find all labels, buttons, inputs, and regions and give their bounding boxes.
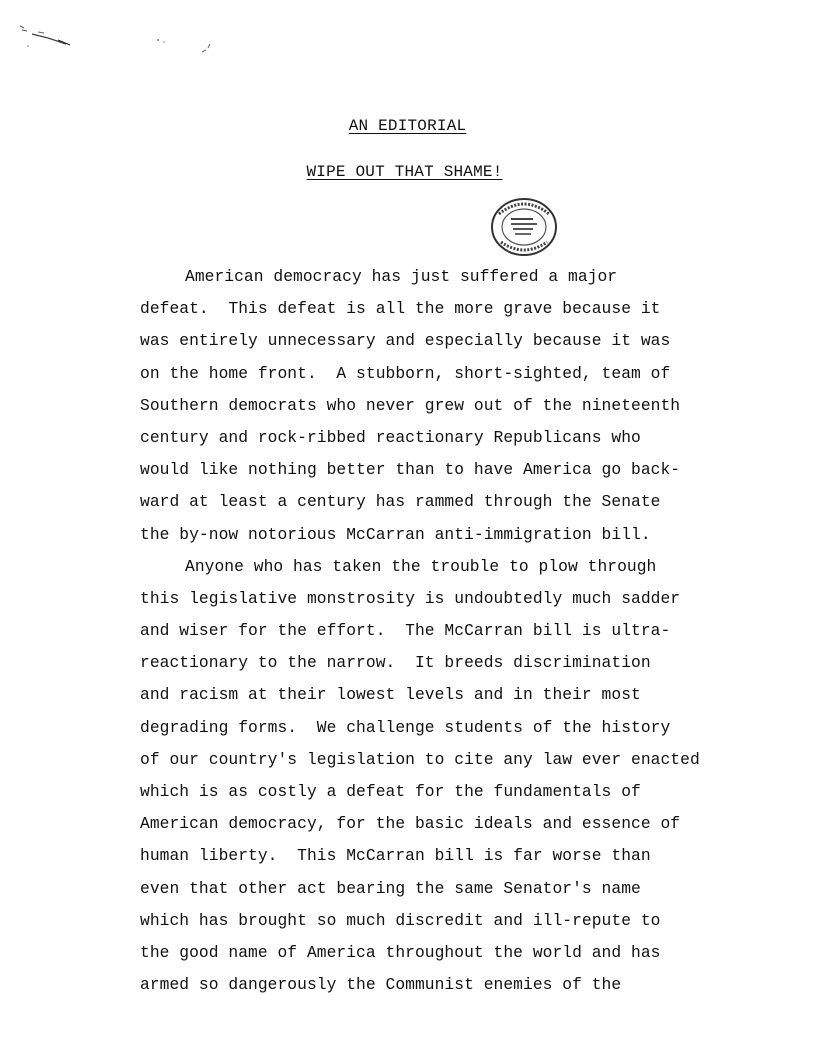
editorial-label: AN EDITORIAL (348, 117, 467, 135)
text-line: and racism at their lowest levels and in their most (140, 685, 641, 705)
text-line: which has brought so much discredit and ill-repute to (140, 910, 661, 930)
paragraph-2 (140, 551, 700, 1002)
text-line: was entirely unnecessary and especially because it was (140, 331, 671, 351)
text-line: degrading forms. We challenge students of the history (140, 717, 671, 737)
text-line: would like nothing better than to have America go back- (140, 460, 681, 480)
text-line: the good name of America throughout the world and has (140, 942, 661, 962)
text-line: human liberty. This McCarran bill is far worse than (140, 846, 651, 866)
text-line: this legislative monstrosity is undoubtedly much sadder (140, 588, 681, 608)
text-line: American democracy, for the basic ideals and essence of (140, 814, 681, 834)
text-line: and wiser for the effort. The McCarran bill is ultra- (140, 621, 671, 641)
editorial-title: WIPE OUT THAT SHAME! (306, 163, 503, 181)
scan-specks-icon (18, 18, 238, 68)
text-line: even that other act bearing the same Senator's name (140, 878, 641, 898)
text-line: on the home front. A stubborn, short-sighted, team of (140, 363, 671, 383)
editorial-body (140, 261, 700, 1001)
text-line: American democracy has just suffered a major (185, 267, 618, 286)
text-line: the by-now notorious McCarran anti-immigration bill. (140, 524, 651, 544)
archive-stamp-icon (489, 196, 559, 258)
text-line: defeat. This defeat is all the more grave because it (140, 299, 661, 319)
text-line: ward at least a century has rammed through the Senate (140, 492, 661, 512)
paragraph-1 (140, 261, 680, 551)
text-line: Southern democrats who never grew out of the nineteenth (140, 395, 681, 415)
text-line: century and rock-ribbed reactionary Republicans who (140, 427, 641, 447)
text-line: Anyone who has taken the trouble to plow through (185, 556, 657, 576)
text-line: which is as costly a defeat for the fundamentals of (140, 782, 641, 801)
text-line: of our country's legislation to cite any law ever enacted (140, 749, 700, 769)
text-line: reactionary to the narrow. It breeds discrimination (140, 653, 651, 673)
text-line: armed so dangerously the Communist enemies of the (140, 975, 622, 995)
